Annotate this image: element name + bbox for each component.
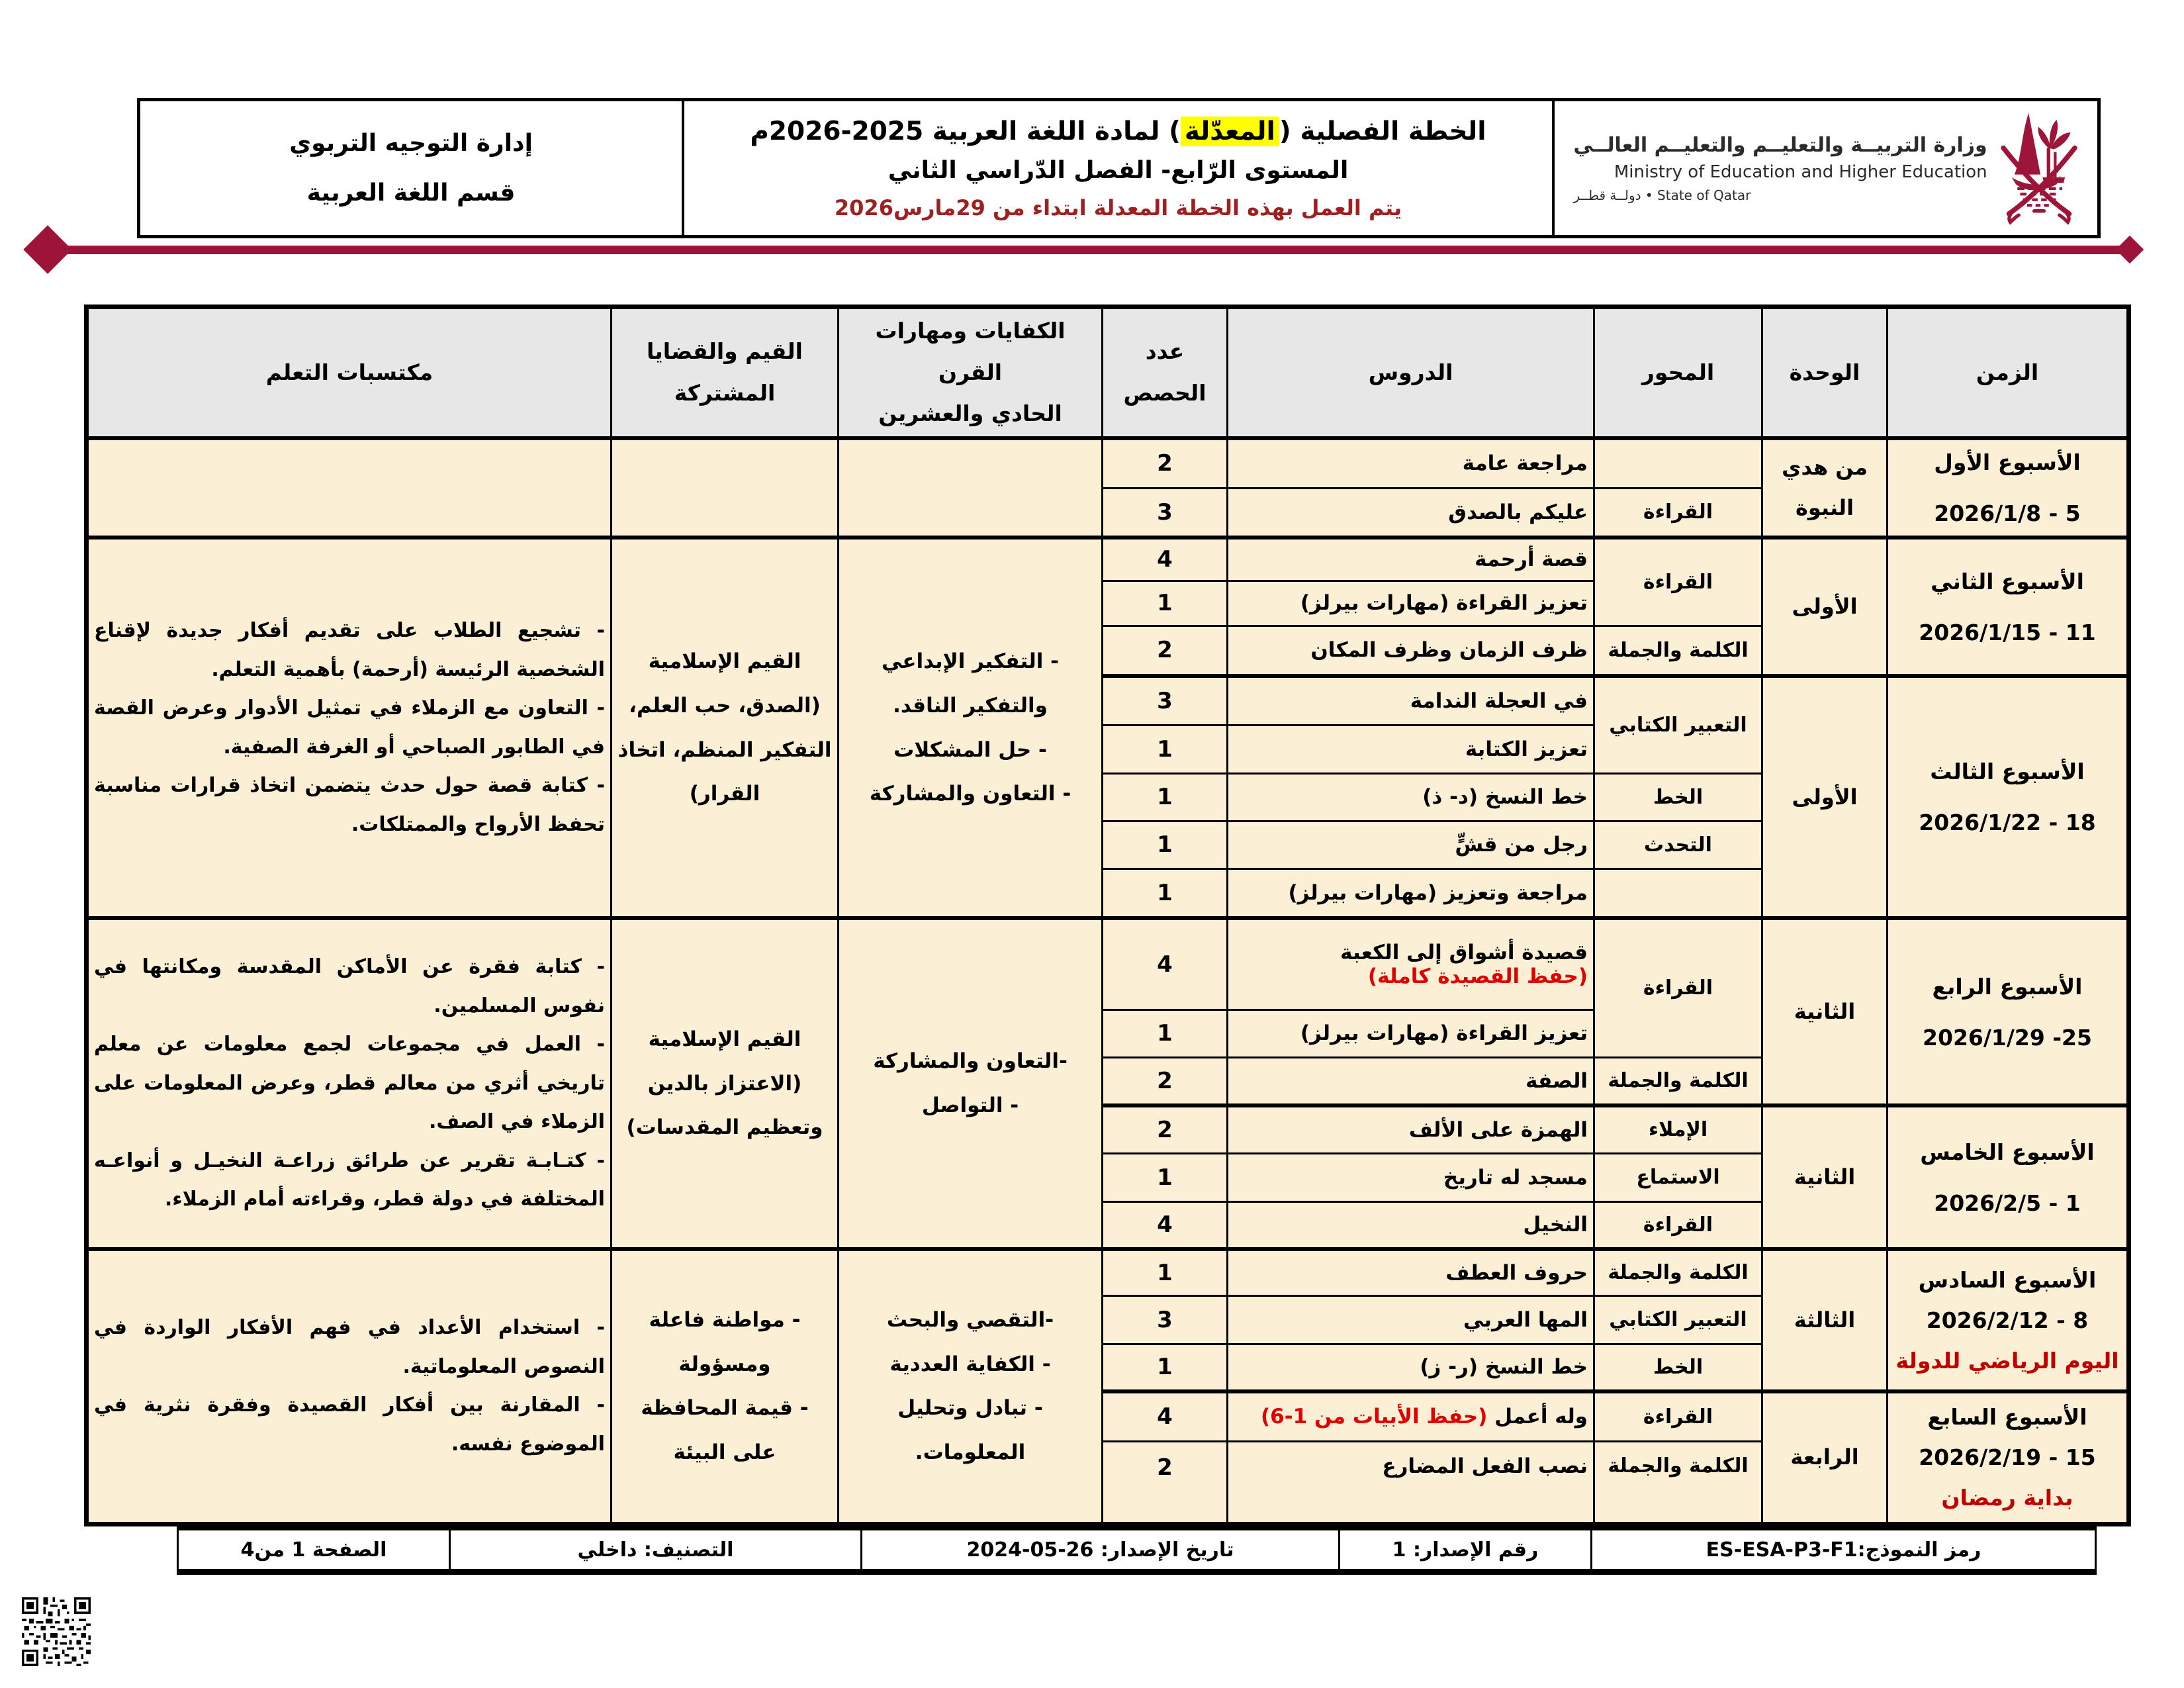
ministry-logo-box <box>1555 101 2097 235</box>
axis-cell: الإملاء <box>1594 1105 1762 1153</box>
unit-cell: الرابعة <box>1762 1391 1888 1524</box>
col-header-periods: عدد الحصص <box>1103 307 1228 439</box>
values-cell <box>612 438 839 538</box>
ministry-name-arabic: وزارة التربيــة والتعليــم والتعليــم العالــي <box>1573 133 1987 157</box>
lesson-cell: نصب الفعل المضارع <box>1228 1441 1594 1524</box>
outcomes-cell: - استخدام الأعداد في فهم الأفكار الواردة في النصوص المعلوماتية. - المقارنة بين أفكار القصيدة وفقرة نثرية في الموضوع نفسه. <box>87 1249 612 1524</box>
lesson-cell: خط النسخ (ر- ز) <box>1228 1344 1594 1391</box>
table-row <box>87 1249 2129 1295</box>
axis-cell <box>1594 438 1762 488</box>
lesson-cell: الصفة <box>1228 1057 1594 1105</box>
lesson-cell: خط النسخ (د- ذ) <box>1228 773 1594 821</box>
axis-cell: التعبير الكتابي <box>1594 676 1762 773</box>
footer-row <box>178 1528 2096 1572</box>
directorate-name: إدارة التوجيه التربوي <box>289 130 533 157</box>
lesson-cell: رجل من قشٍّ <box>1228 821 1594 868</box>
divider-diamond-right <box>2116 236 2144 263</box>
unit-cell: الثانية <box>1762 918 1888 1105</box>
week-time-cell: الأسبوع الثالث 18 - 2026/1/22 <box>1888 676 2129 918</box>
axis-cell: القراءة <box>1594 488 1762 538</box>
periods-cell: 3 <box>1103 488 1228 538</box>
lesson-cell: المها العربي <box>1228 1295 1594 1344</box>
periods-cell: 1 <box>1103 821 1228 868</box>
week-time-cell: الأسبوع السادس 8 - 2026/2/12 اليوم الرياضي للدولة <box>1888 1249 2129 1391</box>
axis-cell: الخط <box>1594 773 1762 821</box>
periods-cell: 1 <box>1103 868 1228 918</box>
col-header-unit: الوحدة <box>1762 307 1888 439</box>
axis-cell: القراءة <box>1594 1391 1762 1441</box>
footer-bar <box>177 1524 2097 1575</box>
col-header-time: الزمن <box>1888 307 2129 439</box>
qr-code <box>22 1597 91 1666</box>
outcomes-cell: - كتابة فقرة عن الأماكن المقدسة ومكانتها في نفوس المسلمين. - العمل في مجموعات لجمع معلومات عن معلم تاريخي أثري من معالم قطر، وعرض المعلومات على الزملاء في الصف. - كتـابـة تقرير عن طرائق زراعـة النخيـل و أنواعـه المختلفة في دولة قطر، وقراءته أمام الزملاء. <box>87 918 612 1249</box>
col-header-axis: المحور <box>1594 307 1762 439</box>
plan-table <box>84 305 2131 1526</box>
divider-diamond-left <box>23 225 72 274</box>
col-header-values: القيم والقضايا المشتركة <box>612 307 839 439</box>
state-of-qatar-label: دولــة قطــر • State of Qatar <box>1573 187 1751 203</box>
week-time-cell: الأسبوع الرابع 25- 2026/1/29 <box>1888 918 2129 1105</box>
periods-cell: 3 <box>1103 676 1228 725</box>
table-row <box>87 438 2129 488</box>
title-box <box>682 101 1555 235</box>
periods-cell: 4 <box>1103 1201 1228 1249</box>
week-time-cell: الأسبوع الأول 5 - 2026/1/8 <box>1888 438 2129 538</box>
periods-cell: 1 <box>1103 581 1228 626</box>
unit-cell: الأولى <box>1762 676 1888 918</box>
periods-cell: 4 <box>1103 918 1228 1009</box>
col-header-skills: الكفايات ومهارات القرن الحادي والعشرين <box>839 307 1103 439</box>
axis-cell <box>1594 868 1762 918</box>
axis-cell: الكلمة والجملة <box>1594 626 1762 676</box>
axis-cell: الكلمة والجملة <box>1594 1441 1762 1524</box>
ministry-name-block <box>1573 134 1987 203</box>
week-time-cell: الأسبوع السابع 15 - 2026/2/19 بداية رمضان <box>1888 1391 2129 1524</box>
outcomes-cell: - تشجيع الطلاب على تقديم أفكار جديدة لإقناع الشخصية الرئيسة (أرحمة) بأهمية التعلم. - التعاون مع الزملاء في تمثيل الأدوار وعرض القصة في الطابور الصباحي أو الغرفة الصفية. - كتابة قصة حول حدث يتضمن اتخاذ قرارات مناسبة تحفظ الأرواح والممتلكات. <box>87 538 612 918</box>
lesson-cell: تعزيز القراءة (مهارات بيرلز) <box>1228 581 1594 626</box>
lesson-cell: مراجعة عامة <box>1228 438 1594 488</box>
skills-cell: - التفكير الإبداعي والتفكير الناقد. - حل المشكلات - التعاون والمشاركة <box>839 538 1103 918</box>
divider-arrow <box>40 246 2134 254</box>
periods-cell: 2 <box>1103 1441 1228 1524</box>
qatar-emblem-icon <box>1999 107 2079 229</box>
axis-cell: الاستماع <box>1594 1153 1762 1201</box>
lesson-cell: النخيل <box>1228 1201 1594 1249</box>
col-header-outcomes: مكتسبات التعلم <box>87 307 612 439</box>
lesson-cell: مسجد له تاريخ <box>1228 1153 1594 1201</box>
header-box <box>137 98 2101 238</box>
periods-cell: 2 <box>1103 626 1228 676</box>
skills-cell: -التعاون والمشاركة - التواصل <box>839 918 1103 1249</box>
lesson-cell: تعزيز القراءة (مهارات بيرلز) <box>1228 1009 1594 1057</box>
document-subtitle: المستوى الرّابع- الفصل الدّراسي الثاني <box>887 157 1349 184</box>
periods-cell: 2 <box>1103 1057 1228 1105</box>
values-cell: القيم الإسلامية (الصدق، حب العلم، التفكير المنظم، اتخاذ القرار) <box>612 538 839 918</box>
periods-cell: 1 <box>1103 773 1228 821</box>
highlighted-word: المعدّلة <box>1181 117 1279 146</box>
axis-cell: القراءة <box>1594 538 1762 626</box>
skills-cell: -التقصي والبحث - الكفاية العددية - تبادل وتحليل المعلومات. <box>839 1249 1103 1524</box>
lesson-cell: ظرف الزمان وظرف المكان <box>1228 626 1594 676</box>
week-time-cell: الأسبوع الثاني 11 - 2026/1/15 <box>1888 538 2129 676</box>
lesson-cell: قصيدة أشواق إلى الكعبة (حفظ القصيدة كاملة) <box>1228 918 1594 1009</box>
lesson-cell: تعزيز الكتابة <box>1228 725 1594 773</box>
periods-cell: 1 <box>1103 725 1228 773</box>
document-title: الخطة الفصلية (المعدّلة) لمادة اللغة العربية 2025-2026م <box>750 116 1486 146</box>
lesson-cell: مراجعة وتعزيز (مهارات بيرلز) <box>1228 868 1594 918</box>
lesson-cell: قصة أرحمة <box>1228 538 1594 581</box>
section-name: قسم اللغة العربية <box>306 179 516 207</box>
footer-issue-number: رقم الإصدار: 1 <box>1340 1528 1592 1572</box>
periods-cell: 2 <box>1103 438 1228 488</box>
footer-issue-date: تاريخ الإصدار: 26-05-2024 <box>862 1528 1340 1572</box>
periods-cell: 1 <box>1103 1344 1228 1391</box>
footer-form-code: رمز النموذج:ES-ESA-P3-F1 <box>1592 1528 2096 1572</box>
ministry-name-english: Ministry of Education and Higher Education <box>1614 162 1987 182</box>
unit-cell: الثانية <box>1762 1105 1888 1249</box>
periods-cell: 1 <box>1103 1009 1228 1057</box>
axis-cell: القراءة <box>1594 1201 1762 1249</box>
lesson-cell: وله أعمل (حفظ الأبيات من 1-6) <box>1228 1391 1594 1441</box>
axis-cell: الخط <box>1594 1344 1762 1391</box>
periods-cell: 2 <box>1103 1105 1228 1153</box>
periods-cell: 4 <box>1103 1391 1228 1441</box>
table-row <box>87 538 2129 581</box>
axis-cell: الكلمة والجملة <box>1594 1057 1762 1105</box>
dept-box <box>140 101 682 235</box>
footer-classification: التصنيف: داخلي <box>450 1528 862 1572</box>
lesson-cell: في العجلة الندامة <box>1228 676 1594 725</box>
periods-cell: 4 <box>1103 538 1228 581</box>
values-cell: - مواطنة فاعلة ومسؤولة - قيمة المحافظة على البيئة <box>612 1249 839 1524</box>
unit-cell: الأولى <box>1762 538 1888 676</box>
unit-cell: من هدي النبوة <box>1762 438 1888 538</box>
lesson-cell: حروف العطف <box>1228 1249 1594 1295</box>
week-time-cell: الأسبوع الخامس 1 - 2026/2/5 <box>1888 1105 2129 1249</box>
outcomes-cell <box>87 438 612 538</box>
lesson-cell: الهمزة على الألف <box>1228 1105 1594 1153</box>
lesson-cell: عليكم بالصدق <box>1228 488 1594 538</box>
col-header-lessons: الدروس <box>1228 307 1594 439</box>
axis-cell: الكلمة والجملة <box>1594 1249 1762 1295</box>
axis-cell: التعبير الكتابي <box>1594 1295 1762 1344</box>
table-row <box>87 918 2129 1009</box>
unit-cell: الثالثة <box>1762 1249 1888 1391</box>
values-cell: القيم الإسلامية (الاعتزاز بالدين وتعظيم المقدسات) <box>612 918 839 1249</box>
table-header-row <box>87 307 2129 439</box>
axis-cell: التحدث <box>1594 821 1762 868</box>
effective-date-notice: يتم العمل بهذه الخطة المعدلة ابتداء من 29مارس2026 <box>834 195 1402 220</box>
footer-page-number: الصفحة 1 من4 <box>178 1528 450 1572</box>
periods-cell: 1 <box>1103 1249 1228 1295</box>
periods-cell: 3 <box>1103 1295 1228 1344</box>
skills-cell <box>839 438 1103 538</box>
periods-cell: 1 <box>1103 1153 1228 1201</box>
axis-cell: القراءة <box>1594 918 1762 1057</box>
